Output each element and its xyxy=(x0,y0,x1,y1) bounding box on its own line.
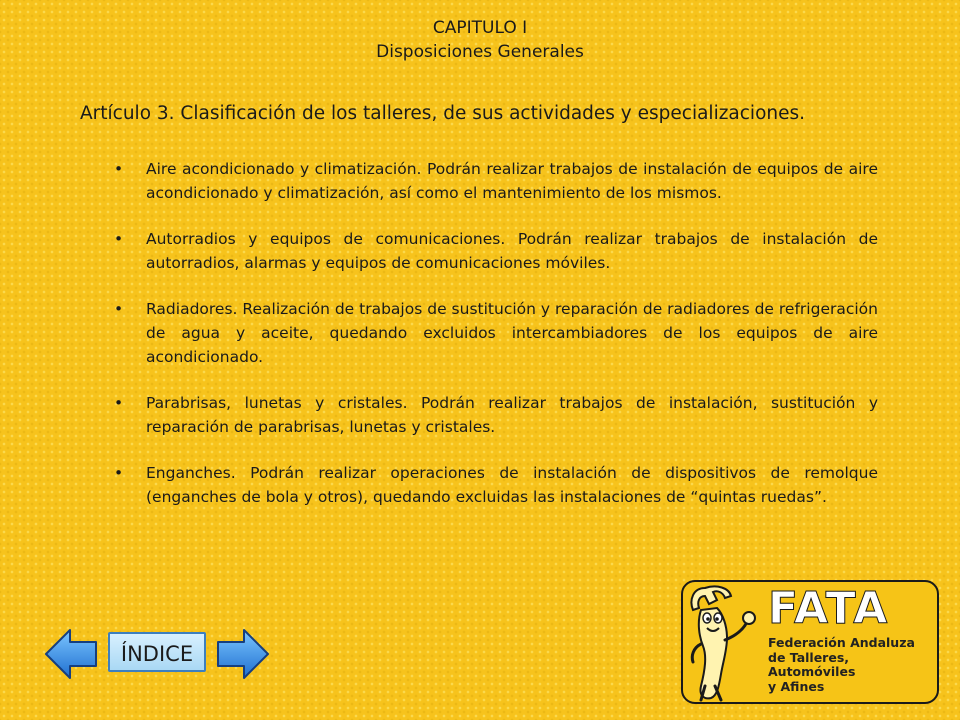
list-item xyxy=(110,227,878,275)
list-item xyxy=(110,157,878,205)
index-button[interactable]: ÍNDICE xyxy=(108,632,206,672)
fata-logo xyxy=(681,580,939,704)
list-item xyxy=(110,391,878,439)
list-item xyxy=(110,461,878,509)
list-item-text: Aire acondicionado y climatización. Podrán realizar trabajos de instalación de equipos de aire acondicionado y climatización, así como el mantenimiento de los mismos. xyxy=(146,160,878,202)
chapter-subtitle: Disposiciones Generales xyxy=(376,42,584,62)
list-item-text: Radiadores. Realización de trabajos de sustitución y reparación de radiadores de refrigeración de agua y aceite, quedando excluidos intercambiadores de los equipos de aire acondicionado. xyxy=(146,300,878,366)
list-item-text: Parabrisas, lunetas y cristales. Podrán realizar trabajos de instalación, sustitución y reparación de parabrisas, lunetas y cristales. xyxy=(146,394,878,436)
next-button[interactable] xyxy=(216,628,270,680)
list-item-text: Enganches. Podrán realizar operaciones de instalación de dispositivos de remolque (enganches de bola y otros), quedando excluidas las instalaciones de “quintas ruedas”. xyxy=(146,464,878,506)
bullet-icon: • xyxy=(114,464,124,482)
bullet-icon: • xyxy=(114,230,124,248)
article-title: Artículo 3. Clasificación de los talleres, de sus actividades y especializaciones. xyxy=(80,103,806,124)
list-item xyxy=(110,297,878,369)
logo-organization-name: Federación Andaluza de Talleres, Automóviles y Afines xyxy=(768,635,915,694)
bullet-icon: • xyxy=(114,394,124,412)
list-item-text: Autorradios y equipos de comunicaciones. Podrán realizar trabajos de instalación de autorradios, alarmas y equipos de comunicaciones móviles. xyxy=(146,230,878,272)
previous-button[interactable] xyxy=(44,628,98,680)
arrow-left-icon xyxy=(44,628,98,680)
arrow-right-icon xyxy=(216,628,270,680)
bullet-icon: • xyxy=(114,300,124,318)
chapter-title: CAPITULO I xyxy=(432,18,528,38)
activities-list xyxy=(110,157,878,531)
chapter-header xyxy=(0,16,960,64)
bullet-icon: • xyxy=(114,160,124,178)
wrench-mascot-icon xyxy=(683,582,769,704)
logo-acronym: FATA xyxy=(768,583,889,634)
